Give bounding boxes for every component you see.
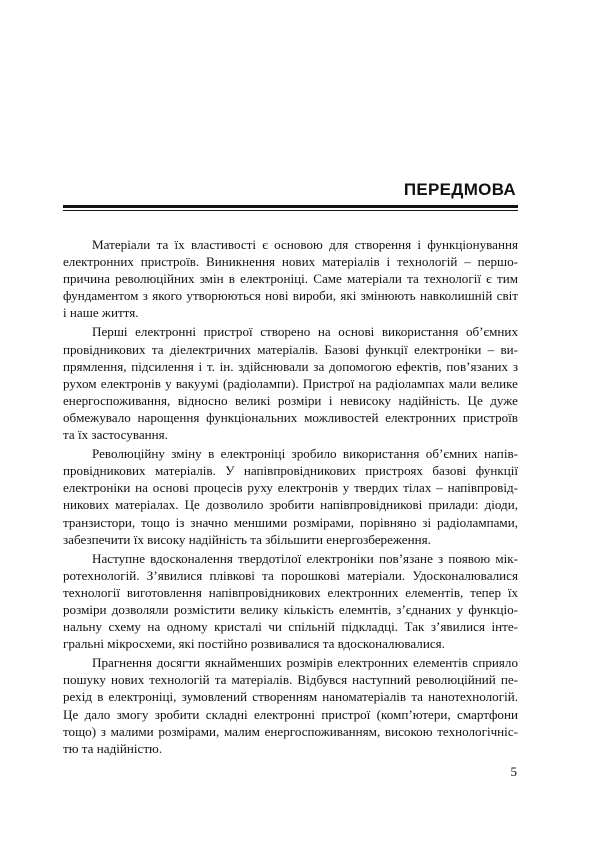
text-line: розміри дозволяли розмістити велику кількість елемнтів, з’єднаних у функціо- <box>63 601 518 617</box>
text-line: пошуку нових технологій та матеріалів. Відбувся наступний революційний пе- <box>63 672 518 688</box>
text-line: прямлення, підсилення і т. ін. здійснювали за допомогою ефектів, пов’язаних з <box>63 358 518 374</box>
text-line: рухом електронів у вакуумі (радіолампи). Пристрої на радіолампах мали велике <box>63 375 518 391</box>
text-line: ротехнологій. З’явилися плівкові та порошкові матеріали. Удосконалювалися <box>63 567 518 583</box>
text-line: никових матеріалах. Це дозволило зробити напівпровідникові прилади: діоди, <box>63 497 518 513</box>
text-line: фундаментом з якого утворюються нові вироби, які змінюють навколишній світ <box>63 288 518 304</box>
title-rule-thick <box>63 205 518 208</box>
text-line: транзистори, тощо із значно меншими розмірами, порівняно зі радіолампами, <box>63 514 518 530</box>
text-line: причина революційних змін в електроніці. Саме матеріали та технології є тим <box>63 271 518 287</box>
text-line: провідникових матеріалів. У напівпровідникових пристроях базові функції <box>63 463 518 479</box>
text-line: обмежувало нарощення функціональних можливостей електронних пристроїв <box>63 409 518 425</box>
text-line: енергоспоживання, відносно великі розміри і невисоку надійність. Це дуже <box>63 392 518 408</box>
text-line: нальну схему на одному кристалі чи спільній підкладці. Так з’явилися інте- <box>63 619 518 635</box>
text-line: Революційну зміну в електроніці зробило використання об’ємних напів- <box>92 446 518 462</box>
text-line: Прагнення досягти якнайменших розмірів електронних елементів сприяло <box>92 655 518 671</box>
page-number: 5 <box>510 764 517 779</box>
text-line: і наше життя. <box>63 305 139 321</box>
text-line: Наступне вдосконалення твердотілої електроніки пов’язане з появою мік- <box>92 550 518 566</box>
text-line: електроніки на основі процесів руху електронів у твердих тілах – напівпровід- <box>63 480 518 496</box>
paragraph-2 <box>63 323 518 443</box>
text-line: електронних пристроїв. Виникнення нових матеріалів і технологій – першо- <box>63 254 518 270</box>
paragraph-4 <box>63 550 518 653</box>
text-line: провідникових та діелектричних матеріалів. Базові функції електроніки – ви- <box>63 341 518 357</box>
paragraph-5 <box>63 654 518 757</box>
page-title: ПЕРЕДМОВА <box>403 180 516 199</box>
text-line: Перші електронні пристрої створено на основі використання об’ємних <box>92 324 518 340</box>
text-line: технології виготовлення напівпровідникових електронних елементів, тепер їх <box>63 584 518 600</box>
title-rule-thin <box>63 210 518 211</box>
body-text <box>63 236 518 759</box>
text-line: та їх застосування. <box>63 427 168 443</box>
text-line: рехід в електроніці, зумовлений створенням наноматеріалів та нанотехнологій. <box>63 689 518 705</box>
paragraph-3 <box>63 445 518 548</box>
text-line: забезпечити їх високу надійність та збільшити енергозбереження. <box>63 531 431 547</box>
text-line: Матеріали та їх властивості є основою для створення і функціонування <box>92 237 518 252</box>
text-line: Це дало змогу зробити складні електронні пристрої (комп’ютери, смартфони <box>63 706 518 722</box>
paragraph-1 <box>63 236 518 321</box>
text-line: тощо) з малими розмірами, малим енергоспоживанням, високою технологічніс- <box>63 723 518 739</box>
text-line: гральні мікросхеми, які постійно розвивалися та вдосконалювалися. <box>63 636 445 652</box>
text-line: тю та надійністю. <box>63 740 163 756</box>
